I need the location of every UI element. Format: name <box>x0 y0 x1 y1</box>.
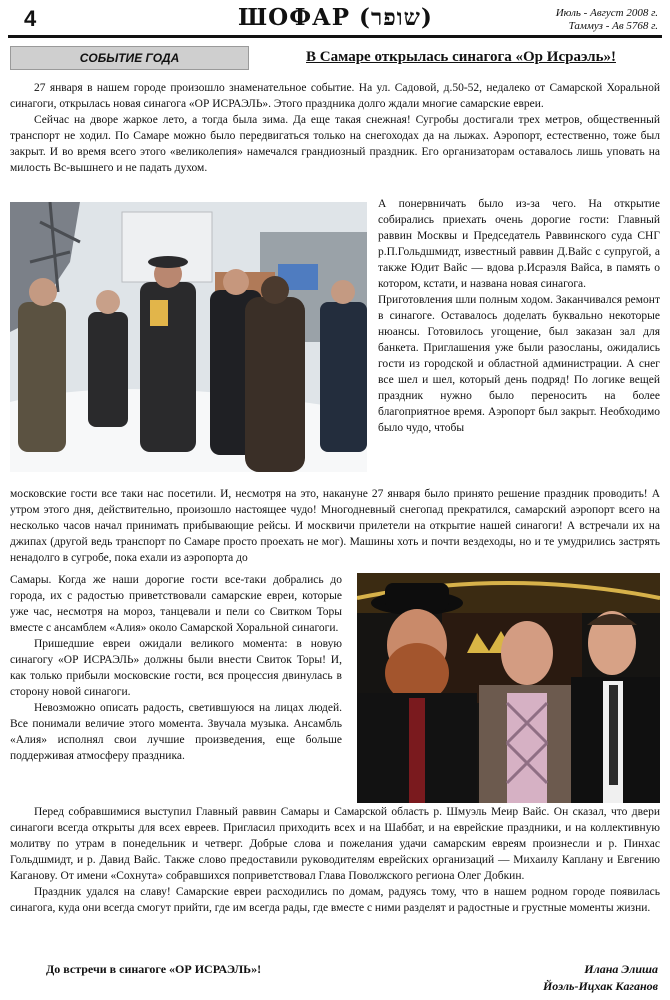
author-name: Йоэль-Ицхак Каганов <box>542 979 658 993</box>
paragraph: Приготовления шли полным ходом. Заканчивался ремонт в синагоге. Оставалось доделать буквально некоторые нюансы. Готовилось угощение, был заказан зал для банкета. Приглашения уже были разосланы, ожидались гости из городской и областной администрации. А снег все шел и шел, который день подряд! По логике вещей праздник нужно было переносить на более благоприятное время. Аэропорт был закрыт. Необходимо было чудо, чтобы <box>378 294 660 434</box>
paragraph: московские гости все таки нас посетили. И, несмотря на это, накануне 27 января было принято решение праздник проводить! А утром этого дня, действительно, произошло настоящее чудо! Многодневный снегопад прекратился, самарский аэропорт всего на несколько часов начал принимать прибывающие рейсы. И москвичи прилетели на открытие нашей синагоги! А встречали их на джипах (другой ведь транспорт по Самаре просто проехать не мог). Машины хоть и почти вездеходы, но и те умудрились застрять ненадолго в сугробе, пока ехали из аэропорта до <box>10 488 660 564</box>
photo-torah-procession-image <box>10 202 367 472</box>
page-number: 4 <box>24 6 37 31</box>
article-column-left <box>10 572 342 764</box>
paragraph: Невозможно описать радость, светившуюся на лицах людей. Все понимали величие этого момента. Звучала музыка. Ансамбль «Алия» исполнял свои лучшие произведения, еще больше поддерживая атмосферу праздника. <box>10 702 342 762</box>
paragraph: Перед собравшимися выступил Главный раввин Самары и Самарской область р. Шмуэль Меир Вайс. Он сказал, что двери синагоги всегда открыты для всех евреев. Пригласил приходить всех и на Шаббат, и на еврейские праздники, и на коллективную молитву по утрам в понедельник и четверг. Добрые слова и пожелания удачи самарским евреям произнесли и р. Пинхас Гольдшмидт, и р. Давид Вайс. Также слово предоставили руководителям еврейских организаций — Михаилу Каплану и Евгению Кагановy. От имени «Сохнута» собравшихся поприветствовал Глава Поволжского региона Олег Добкин. <box>10 806 660 882</box>
paragraph: Пришедшие евреи ожидали великого момента: в новую синагогу «ОР ИСРАЭЛЬ» должны были внести Свиток Торы! И, как только прибыли московские гости, вся процессия двинулась в сторону новой синагоги. <box>10 638 342 698</box>
paragraph: Сейчас на дворе жаркое лето, а тогда была зима. Да еще такая снежная! Сугробы достигали трех метров, общественный транспорт не ходил. По Самаре можно было передвигаться только на снегоходах да на лыжах. Аэропорт, естественно, тоже был закрыт. И во время всего этого «великолепия» намечался грандиозный праздник. Его организаторам оставалось лишь уповать на милость Вс-вышнего и не падать духом. <box>10 114 660 174</box>
article-intro <box>10 80 660 176</box>
section-tag: СОБЫТИЕ ГОДА <box>10 46 249 70</box>
issue-date-hebrew: Таммуз - Ав 5768 г. <box>568 20 658 32</box>
article-ending <box>10 804 660 916</box>
masthead <box>0 0 670 40</box>
paragraph: Самары. Когда же наши дорогие гости все-таки добрались до города, их с радостью приветствовали самарские евреи, которые уже час, несмотря на мороз, танцевали и пели со Свитком Торы вместе с ансамблем «Алия» около Самарской Хоральной синагоги. <box>10 574 342 634</box>
photo-guests-portrait <box>357 573 660 803</box>
author-name: Илана Элиша <box>584 962 658 976</box>
paragraph: А понервничать было из-за чего. На открытие собирались приехать очень дорогие гости: Главный раввин Москвы и Председатель Раввинского суда СНГ р.П.Гольдшмидт, известный раввин Д.Вайс с супругой, а также Юдит Вайс — вдова р.Исраэля Вайса, в память о котором, кстати, и названа новая синагога. <box>378 198 660 290</box>
article-signoff: До встречи в синагоге «ОР ИСРАЭЛЬ»! <box>46 962 262 976</box>
issue-date-gregorian: Июль - Август 2008 г. <box>555 7 658 19</box>
photo-guests-portrait-image <box>357 573 660 803</box>
article-continuation <box>10 486 660 566</box>
article-column-right <box>378 196 660 436</box>
masthead-rule <box>8 35 662 38</box>
issue-dates <box>498 7 658 33</box>
paper-name: ШОФАР (שופר) <box>238 4 433 31</box>
photo-torah-procession <box>10 202 367 472</box>
paragraph: Праздник удался на славу! Самарские евреи расходились по домам, радуясь тому, что в нашем родном городе появилась синагога, куда они всегда смогут прийти, где им всегда рады, где вместе с ними разделят и радостные и грустные моменты жизни. <box>10 886 660 914</box>
article-title: В Самаре открылась синагога «Ор Исраэль»! <box>306 49 616 65</box>
paragraph: 27 января в нашем городе произошло знаменательное событие. На ул. Садовой, д.50-52, недалеко от Самарской Хоральной синагоги, открылась новая синагога «ОР ИСРАЭЛЬ». Этого праздника долго ждали многие самарские евреи. <box>10 82 660 110</box>
